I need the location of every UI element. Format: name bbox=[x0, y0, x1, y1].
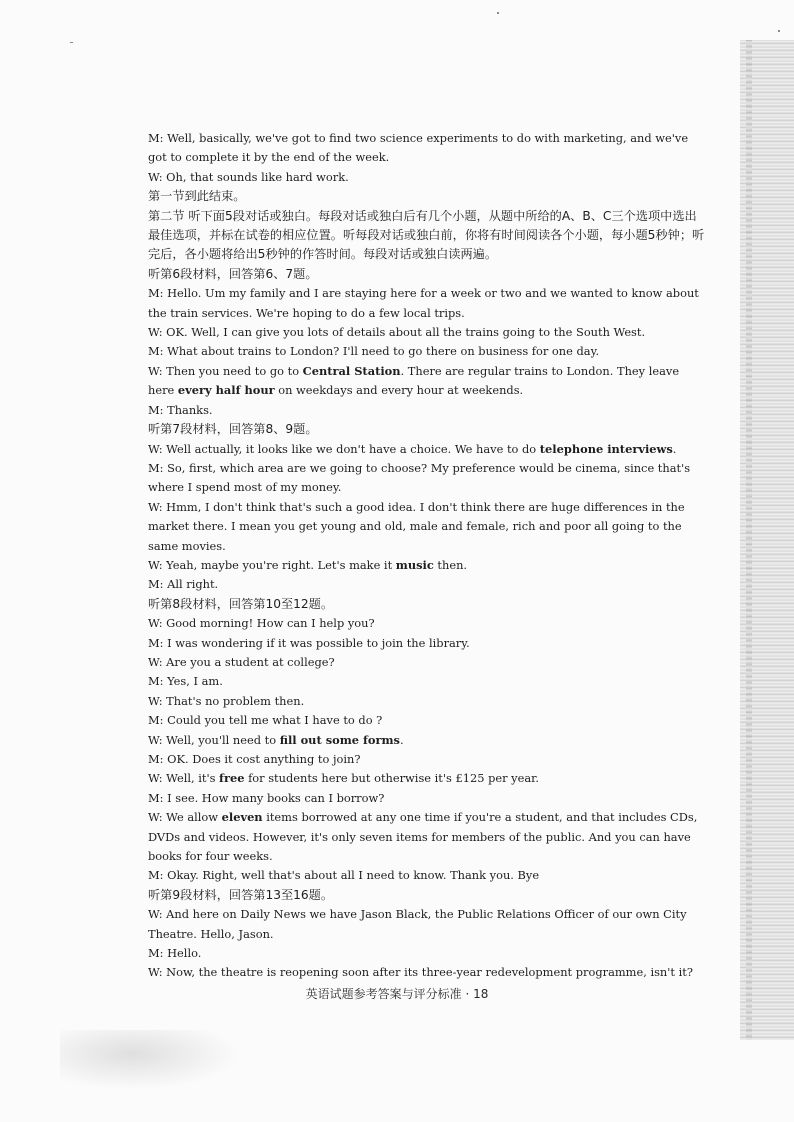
transcript-line bbox=[148, 672, 708, 691]
text-run: M: So, first, which area are we going to choose? My preference would be cinema, since that's where I spend most of my money. bbox=[148, 460, 691, 495]
transcript-line bbox=[148, 866, 708, 885]
text-run: 听第7段材料，回答第8、9题。 bbox=[148, 422, 318, 437]
bold-keyword: music bbox=[395, 557, 434, 572]
transcript-line bbox=[148, 614, 708, 633]
text-run: W: Oh, that sounds like hard work. bbox=[148, 169, 349, 184]
transcript-line bbox=[148, 808, 708, 866]
text-run: W: Well actually, it looks like we don't have a choice. We have to do bbox=[148, 441, 540, 456]
transcript-line bbox=[148, 750, 708, 769]
section-heading bbox=[148, 207, 708, 265]
text-run: W: Well, you'll need to bbox=[148, 732, 280, 747]
text-run: M: I was wondering if it was possible to join the library. bbox=[148, 635, 470, 650]
scan-speck bbox=[70, 42, 73, 43]
text-run: 听第6段材料，回答第6、7题。 bbox=[148, 266, 318, 281]
transcript-line bbox=[148, 944, 708, 963]
text-run: W: OK. Well, I can give you lots of details about all the trains going to the South West. bbox=[148, 325, 646, 340]
text-run: 听第9段材料，回答第13至16题。 bbox=[148, 887, 334, 902]
transcript-line bbox=[148, 168, 708, 187]
text-run: M: Hello. bbox=[148, 946, 202, 961]
transcript-line bbox=[148, 692, 708, 711]
text-run: W: And here on Daily News we have Jason Black, the Public Relations Officer of our own City Theatre. Hello, Jason. bbox=[148, 907, 687, 941]
text-run: W: Are you a student at college? bbox=[148, 654, 335, 669]
text-run: 第一节到此结束。 bbox=[148, 189, 246, 204]
text-run: W: Good morning! How can I help you? bbox=[148, 616, 375, 631]
transcript-line bbox=[148, 323, 708, 342]
text-run: M: Okay. Right, well that's about all I need to know. Thank you. Bye bbox=[148, 868, 540, 883]
transcript-line bbox=[148, 459, 708, 498]
transcript-line bbox=[148, 362, 708, 401]
transcript-line bbox=[148, 711, 708, 730]
section-heading bbox=[148, 420, 708, 439]
transcript-line bbox=[148, 653, 708, 672]
text-run: M: Well, basically, we've got to find two science experiments to do with marketing, and we've got to complete it by the end of the week. bbox=[148, 131, 689, 165]
transcript-line bbox=[148, 284, 708, 323]
text-run: W: Then you need to go to bbox=[148, 363, 303, 378]
bold-keyword: free bbox=[219, 771, 245, 786]
transcript-line bbox=[148, 963, 708, 982]
text-run: items borrowed at any one time if you're a student, and that includes CDs, DVDs and videos. However, it's only seven items for members of the public. And you can have books for four weeks. bbox=[148, 810, 698, 864]
text-run: M: Yes, I am. bbox=[148, 674, 223, 689]
transcript-line bbox=[148, 769, 708, 788]
bold-keyword: Central Station bbox=[302, 363, 401, 378]
section-heading bbox=[148, 265, 708, 284]
section-heading bbox=[148, 187, 708, 206]
text-run: W: Yeah, maybe you're right. Let's make it bbox=[148, 557, 396, 572]
text-run: then. bbox=[433, 557, 468, 572]
text-run: W: We allow bbox=[148, 810, 222, 825]
text-run: 听第8段材料，回答第10至12题。 bbox=[148, 596, 334, 611]
transcript-line bbox=[148, 498, 708, 556]
text-run: W: That's no problem then. bbox=[148, 693, 305, 708]
text-run: W: Now, the theatre is reopening soon after its three-year redevelopment programme, isn't it? bbox=[148, 965, 693, 980]
transcript-line bbox=[148, 342, 708, 361]
transcript-line bbox=[148, 401, 708, 420]
transcript-line bbox=[148, 556, 708, 575]
section-heading bbox=[148, 595, 708, 614]
scan-smudge bbox=[60, 1030, 240, 1090]
bold-keyword: telephone interviews bbox=[539, 441, 673, 456]
bold-keyword: eleven bbox=[221, 810, 263, 825]
text-run: 第二节 听下面5段对话或独白。每段对话或独白后有几个小题，从题中所给的A、B、C三个选项中选出最佳选项，并标在试卷的相应位置。听每段对话或独白前，你将有时间阅读各个小题，每小题5秒钟；听完后，各小题将给出5秒钟的作答时间。每段对话或独白读两遍。 bbox=[148, 208, 705, 262]
text-run: . There are regular trains to London. They leave here bbox=[148, 363, 680, 398]
text-run: for students here but otherwise it's £125 per year. bbox=[244, 771, 539, 786]
bold-keyword: fill out some forms bbox=[279, 732, 400, 747]
text-run: . bbox=[399, 732, 404, 747]
transcript-line bbox=[148, 440, 708, 459]
scan-speck bbox=[497, 12, 499, 14]
text-run: M: Hello. Um my family and I are staying here for a week or two and we wanted to know about the train services. We're hoping to do a few local trips. bbox=[148, 286, 699, 320]
text-run: M: I see. How many books can I borrow? bbox=[148, 790, 385, 805]
text-run: M: What about trains to London? I'll need to go there on business for one day. bbox=[148, 344, 600, 359]
text-run: on weekdays and every hour at weekends. bbox=[274, 383, 524, 398]
text-run: W: Well, it's bbox=[148, 771, 220, 786]
document-body bbox=[148, 129, 708, 983]
text-run: M: Thanks. bbox=[148, 402, 213, 417]
scan-speck bbox=[778, 30, 780, 32]
page-footer: 英语试题参考答案与评分标准 · 18 bbox=[305, 987, 489, 1001]
text-run: M: All right. bbox=[148, 577, 219, 592]
text-run: M: Could you tell me what I have to do ? bbox=[148, 713, 383, 728]
transcript-line bbox=[148, 575, 708, 594]
text-run: . bbox=[672, 441, 677, 456]
transcript-line bbox=[148, 905, 708, 944]
transcript-line bbox=[148, 789, 708, 808]
transcript-line bbox=[148, 129, 708, 168]
text-run: W: Hmm, I don't think that's such a good idea. I don't think there are huge differences in the market there. I mean you get young and old, male and female, rich and poor all going to the same movies. bbox=[148, 499, 685, 553]
bold-keyword: every half hour bbox=[177, 383, 275, 398]
transcript-line bbox=[148, 731, 708, 750]
scan-edge-shadow bbox=[746, 40, 752, 1040]
section-heading bbox=[148, 886, 708, 905]
text-run: M: OK. Does it cost anything to join? bbox=[148, 752, 361, 766]
transcript-line bbox=[148, 634, 708, 653]
